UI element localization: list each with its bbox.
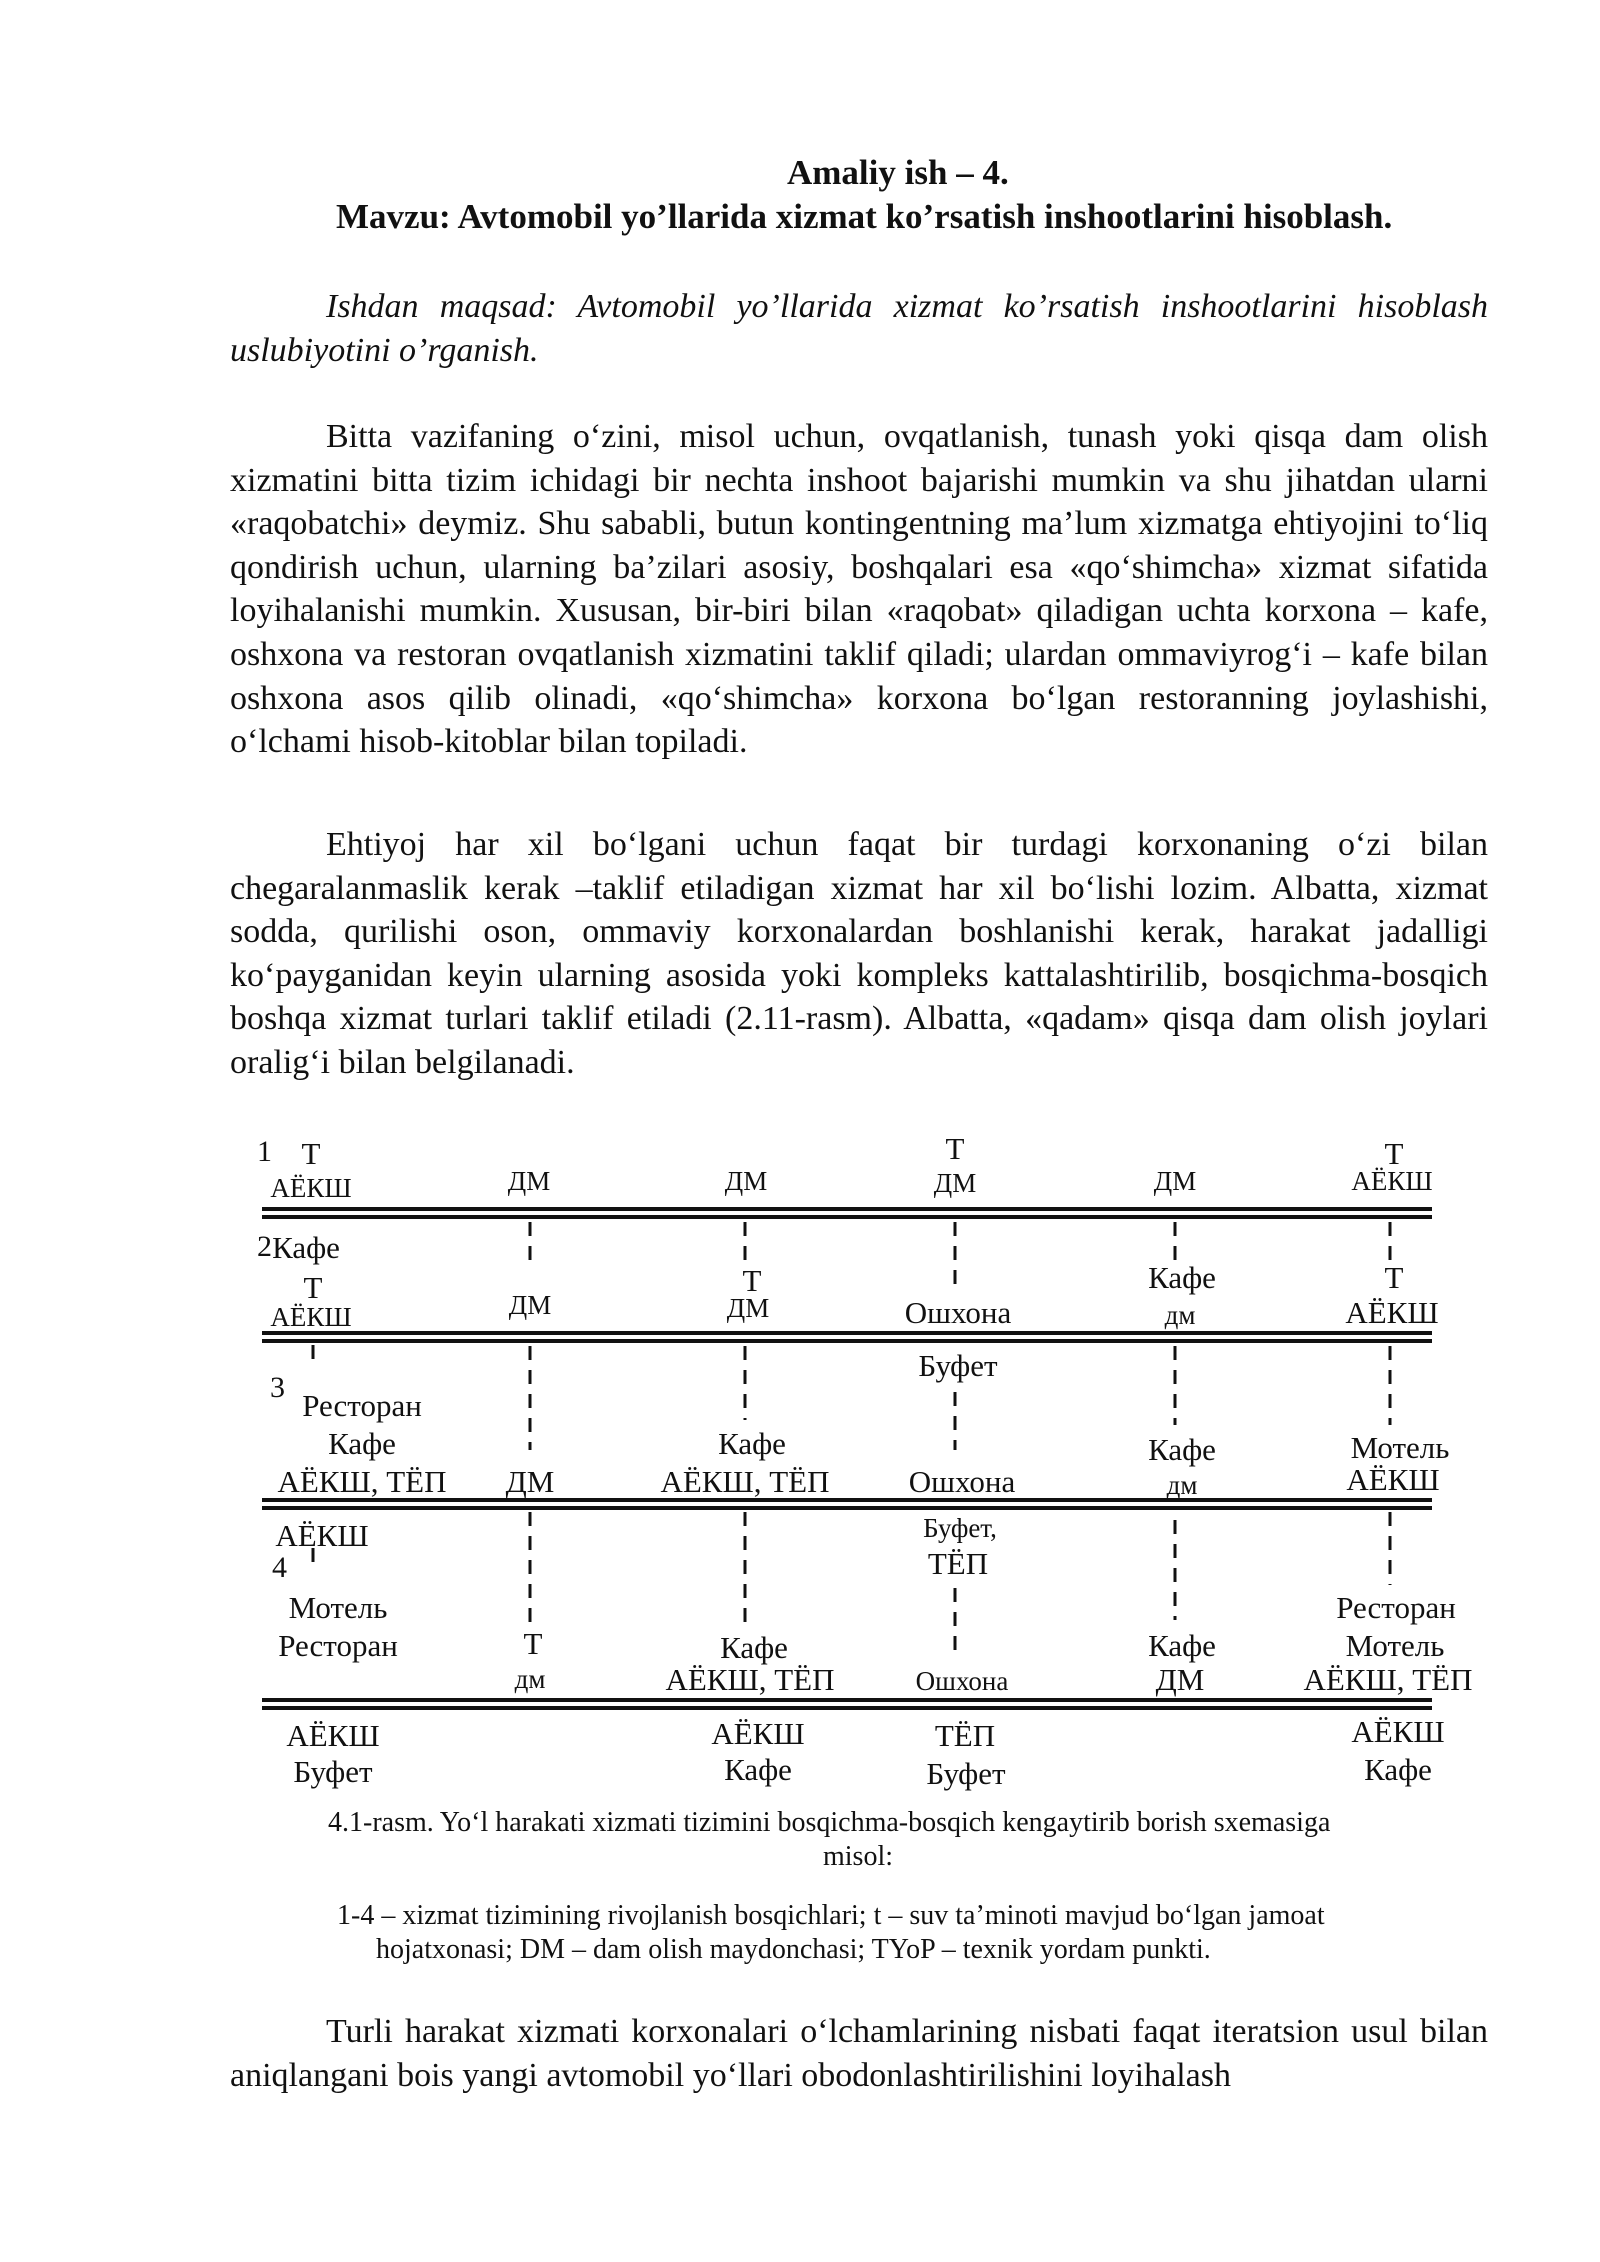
fig-label: Ошхона [908, 1464, 1016, 1499]
fig-label: Ресторан [1336, 1590, 1456, 1625]
fig-label: Ресторан [278, 1628, 398, 1663]
goal-paragraph: Ishdan maqsad: Avtomobil yo’llarida xizmat ko’rsatish inshootlarini hisoblash uslubiyotini o’rganish. [230, 288, 1488, 369]
topic-heading: Mavzu: Avtomobil yo’llarida xizmat ko’rsatish inshootlarini hisoblash. [336, 197, 1393, 236]
page-title: Amaliy ish – 4. [787, 153, 1009, 192]
fig-label: АЁКШ [275, 1518, 369, 1553]
figure-legend-cont: hojatxonasi; DM – dam olish maydonchasi; TYoP – texnik yordam punkti. [376, 1934, 1211, 1965]
fig-label: Мотель [1345, 1628, 1445, 1663]
fig-label: Т [303, 1270, 323, 1305]
fig-label: Кафе [1148, 1260, 1216, 1295]
fig-label: ДМ [507, 1166, 551, 1196]
fig-label: Кафе [1148, 1628, 1216, 1663]
fig-label: Кафе [1364, 1752, 1432, 1787]
fig-label: дм [1164, 1300, 1196, 1330]
fig-label: АЁКШ [1351, 1714, 1445, 1749]
fig-label: Т [1384, 1260, 1404, 1295]
fig-label: ТЁП [927, 1546, 989, 1581]
fig-label: АЁКШ [1351, 1166, 1433, 1196]
fig-label: АЁКШ [270, 1302, 352, 1332]
fig-label: АЁКШ, ТЁП [1303, 1662, 1473, 1697]
paragraph-2: Ehtiyoj har xil bo‘lgani uchun faqat bir turdagi korxonaning o‘zi bilan chegaralanmaslik kerak –taklif etiladigan xizmat har xil bo‘lishi lozim. Albatta, xizmat sodda, qurilishi oson, ommaviy korxonalardan boshlanishi kerak, harakat jadalligi ko‘payganidan keyin ularning asosida yoki kompleks kattalashtirilib, bosqichma-bosqich boshqa xizmat turlari taklif etiladi (2.11-rasm). Albatta, «qadam» qisqa dam olish joylari oralig‘i bilan belgilanadi. [230, 826, 1488, 1081]
paragraph-1: Bitta vazifaning o‘zini, misol uchun, ovqatlanish, tunash yoki qisqa dam olish xizmatini bitta tizim ichidagi bir nechta inshoot bajarishi mumkin va shu jihatdan ularni «raqobatchi» deymiz. Shu sababli, butun kontingentning ma’lum xizmatga ehtiyojini to‘liq qondirish uchun, ularning ba’zilari asosiy, boshqalari esa «qo‘shimcha» xizmat sifatida loyihalanishi mumkin. Xususan, bir-biri bilan «raqobat» qiladigan uchta korxona – kafe, oshxona va restoran ovqatlanish xizmatini taklif qiladi; ulardan ommaviyrog‘i – kafe bilan oshxona asos qilib olinadi, «qo‘shimcha» korxona bo‘lgan restoranning joylashishi, o‘lchami hisob-kitoblar bilan topiladi. [230, 418, 1488, 761]
fig-label: дм [1166, 1470, 1198, 1500]
fig-label: Т [945, 1131, 965, 1166]
dashed-connectors [313, 1222, 1390, 1650]
fig-label: АЁКШ [1345, 1295, 1439, 1330]
fig-label: ДМ [933, 1168, 977, 1198]
fig-label: Т [742, 1263, 762, 1298]
fig-label: ДМ [724, 1166, 768, 1196]
fig-label: Т [301, 1136, 321, 1171]
fig-label: АЁКШ [270, 1173, 352, 1203]
fig-label: АЁКШ, ТЁП [277, 1464, 447, 1499]
fig-label: Кафе [272, 1230, 340, 1265]
fig-label: Мотель [1350, 1430, 1450, 1465]
fig-label: Кафе [720, 1630, 788, 1665]
fig-label: Кафе [328, 1426, 396, 1461]
closing-paragraph: Turli harakat xizmati korxonalari o‘lchamlarining nisbati faqat iteratsion usul bilan aniqlangani bois yangi avtomobil yo‘llari obodonlashtirilishini loyihalash [230, 2013, 1488, 2094]
fig-label: Буфет, [923, 1513, 997, 1543]
stage-number-1: 1 [257, 1135, 272, 1168]
fig-label: АЁКШ [711, 1716, 805, 1751]
fig-label: дм [514, 1664, 546, 1694]
stage-number-4: 4 [272, 1551, 287, 1584]
fig-label: Т [523, 1626, 543, 1661]
fig-label: Мотель [288, 1590, 388, 1625]
fig-label: АЁКШ, ТЁП [660, 1464, 830, 1499]
fig-label: ТЁП [934, 1718, 996, 1753]
fig-label: ДМ [508, 1290, 552, 1320]
fig-label: Буфет [918, 1348, 998, 1383]
figure-caption-cont: misol: [823, 1841, 894, 1872]
fig-label: Ошхона [904, 1295, 1012, 1330]
fig-label: АЁКШ [1346, 1462, 1440, 1497]
fig-label: Т [1384, 1136, 1404, 1171]
figure-caption: 4.1-rasm. Yo‘l harakati xizmati tizimini bosqichma-bosqich kengaytirib borish sxemasiga [328, 1807, 1331, 1838]
fig-label: ДМ [1155, 1662, 1205, 1697]
fig-label: Кафе [718, 1426, 786, 1461]
fig-label: ДМ [1153, 1166, 1197, 1196]
fig-label: ДМ [505, 1464, 555, 1499]
fig-label: Кафе [1148, 1432, 1216, 1467]
figure-legend: 1-4 – xizmat tizimining rivojlanish bosqichlari; t – suv ta’minoti mavjud bo‘lgan jamoat [337, 1900, 1325, 1931]
fig-label: Буфет [926, 1756, 1006, 1791]
fig-label: Буфет [293, 1754, 373, 1789]
fig-label: Ресторан [302, 1388, 422, 1423]
fig-label: АЁКШ, ТЁП [665, 1662, 835, 1697]
stage-number-3: 3 [270, 1371, 285, 1404]
fig-label: АЁКШ [286, 1718, 380, 1753]
fig-label: Кафе [724, 1752, 792, 1787]
stage-number-2: 2 [257, 1230, 272, 1263]
fig-label: ДМ [726, 1293, 770, 1323]
fig-label: Ошхона [915, 1666, 1009, 1696]
